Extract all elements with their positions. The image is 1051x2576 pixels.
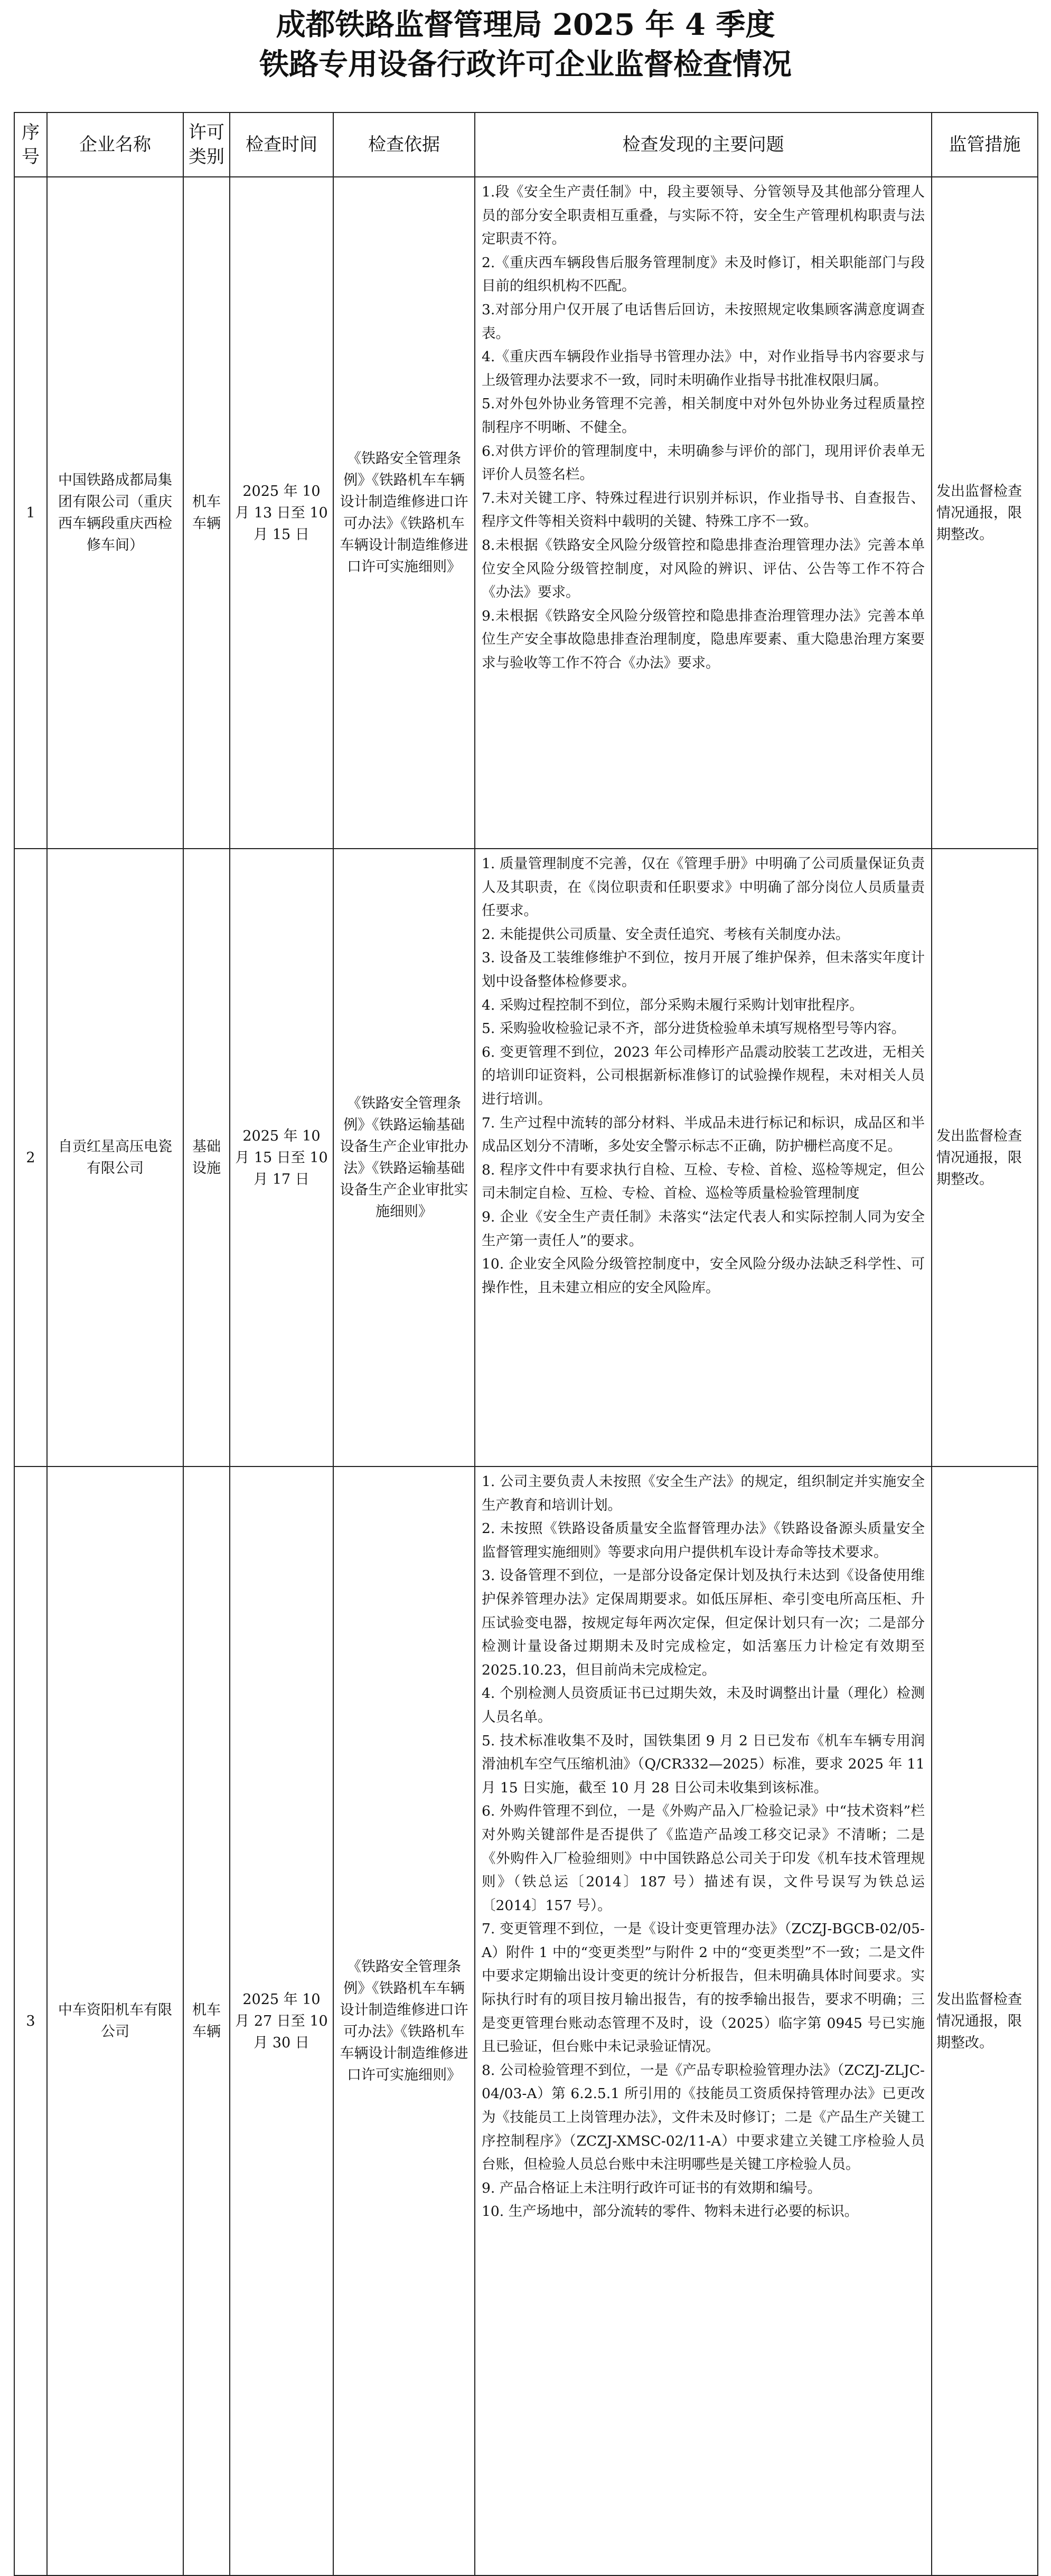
document-title-line1: 成都铁路监督管理局 2025 年 4 季度	[276, 7, 775, 42]
problem-item: 1. 公司主要负责人未按照《安全生产法》的规定，组织制定并实施安全生产教育和培训计划。	[482, 1473, 925, 1513]
row-problems	[475, 1466, 932, 2575]
table-row	[14, 849, 1038, 1466]
problem-item: 5.对外包外协业务管理不完善，相关制度中对外包外协业务过程质量控制程序不明晰、不健全。	[482, 396, 925, 436]
row-no: 2	[14, 849, 47, 1466]
problem-item: 4. 个别检测人员资质证书已过期失效，未及时调整出计量（理化）检测人员名单。	[482, 1685, 925, 1725]
problem-item: 7.未对关键工序、特殊过程进行识别并标识，作业指导书、自查报告、程序文件等相关资料中载明的关键、特殊工序不一致。	[482, 490, 925, 530]
problem-item: 10. 生产场地中，部分流转的零件、物料未进行必要的标识。	[482, 2203, 859, 2220]
row-measures: 发出监督检查情况通报，限期整改。	[932, 177, 1038, 849]
row-company: 中车资阳机车有限公司	[47, 1466, 183, 2575]
row-measures: 发出监督检查情况通报，限期整改。	[932, 1466, 1038, 2575]
problem-item: 2. 未按照《铁路设备质量安全监督管理办法》《铁路设备源头质量安全监督管理实施细则》等要求向用户提供机车设计寿命等技术要求。	[482, 1520, 925, 1560]
problem-item: 10. 企业安全风险分级管控制度中，安全风险分级办法缺乏科学性、可操作性，且未建立相应的安全风险库。	[482, 1256, 925, 1296]
row-no: 3	[14, 1466, 47, 2575]
problem-item: 9. 产品合格证上未注明行政许可证书的有效期和编号。	[482, 2179, 822, 2196]
header-time: 检查时间	[230, 112, 333, 177]
problem-item: 9.未根据《铁路安全风险分级管控和隐患排查治理管理办法》完善本单位生产安全事故隐患排查治理制度，隐患库要素、重大隐患治理方案要求与验收等工作不符合《办法》要求。	[482, 607, 925, 671]
row-time: 2025 年 10 月 13 日至 10 月 15 日	[230, 177, 333, 849]
problem-item: 8. 程序文件中有要求执行自检、互检、专检、首检、巡检等规定，但公司未制定自检、互检、专检、首检、巡检等质量检验管理制度	[482, 1161, 925, 1202]
row-company: 自贡红星高压电瓷有限公司	[47, 849, 183, 1466]
problem-item: 7. 生产过程中流转的部分材料、半成品未进行标记和标识，成品区和半成品区划分不清晰，多处安全警示标志不正确，防护栅栏高度不足。	[482, 1114, 925, 1155]
problem-item: 5. 技术标准收集不及时，国铁集团 9 月 2 日已发布《机车车辆专用润滑油机车空气压缩机油》（Q/CR332—2025）标准，要求 2025 年 11 月 15 日实施，截至 10 月 28 日公司未收集到该标准。	[482, 1732, 925, 1796]
row-time: 2025 年 10 月 27 日至 10 月 30 日	[230, 1466, 333, 2575]
problem-item: 5. 采购验收检验记录不齐，部分进货检验单未填写规格型号等内容。	[482, 1020, 906, 1037]
problem-item: 8.未根据《铁路安全风险分级管控和隐患排查治理管理办法》完善本单位安全风险分级管控制度，对风险的辨识、评估、公告等工作不符合《办法》要求。	[482, 537, 925, 601]
problem-item: 2.《重庆西车辆段售后服务管理制度》未及时修订，相关职能部门与段目前的组织机构不匹配。	[482, 254, 925, 295]
table-row	[14, 177, 1038, 849]
problem-item: 7. 变更管理不到位，一是《设计变更管理办法》（ZCZJ-BGCB-02/05-A）附件 1 中的“变更类型”与附件 2 中的“变更类型”不一致；二是文件中要求定期输出设计变更的统计分析报告，但未明确具体时间要求。实际执行时有的项目按月输出报告，有的按季输出报告，要求不明确；三是变更管理台账动态管理不及时，设（2025）临字第 0945 号已实施且已验证，但台账中未记录验证情况。	[482, 1921, 925, 2055]
problem-item: 4. 采购过程控制不到位，部分采购未履行采购计划审批程序。	[482, 996, 864, 1013]
header-license: 许可类别	[183, 112, 230, 177]
problem-item: 3. 设备及工装维修维护不到位，按月开展了维护保养，但未落实年度计划中设备整体检修要求。	[482, 949, 925, 990]
row-company: 中国铁路成都局集团有限公司（重庆西车辆段重庆西检修车间）	[47, 177, 183, 849]
problem-item: 6. 外购件管理不到位，一是《外购产品入厂检验记录》中“技术资料”栏对外购关键部件是否提供了《监造产品竣工移交记录》不清晰；二是《外购件入厂检验细则》中中国铁路总公司关于印发《机车技术管理规则》（铁总运〔2014〕187 号）描述有误，文件号误写为铁总运〔2014〕157 号）。	[482, 1803, 925, 1914]
header-company: 企业名称	[47, 112, 183, 177]
table-row	[14, 1466, 1038, 2575]
problem-item: 6. 变更管理不到位，2023 年公司棒形产品震动胶装工艺改进，无相关的培训印证资料，公司根据新标准修订的试验操作规程，未对相关人员进行培训。	[482, 1043, 925, 1107]
problem-item: 1. 质量管理制度不完善，仅在《管理手册》中明确了公司质量保证负责人及其职责，在《岗位职责和任职要求》中明确了部分岗位人员质量责任要求。	[482, 855, 925, 919]
problem-item: 3. 设备管理不到位，一是部分设备定保计划及执行未达到《设备使用维护保养管理办法》定保周期要求。如低压屏柜、牵引变电所高压柜、升压试验变电器，按规定每年两次定保，但定保计划只有一次；二是部分检测计量设备过期期未及时完成检定，如活塞压力计检定有效期至 2025.10.23，但目前尚未完成检定。	[482, 1567, 925, 1678]
row-license: 机车车辆	[183, 1466, 230, 2575]
table-header-row	[14, 112, 1038, 177]
row-basis: 《铁路安全管理条例》《铁路机车车辆设计制造维修进口许可办法》《铁路机车车辆设计制造维修进口许可实施细则》	[333, 1466, 475, 2575]
header-basis: 检查依据	[333, 112, 475, 177]
row-problems	[475, 177, 932, 849]
problem-item: 3.对部分用户仅开展了电话售后回访，未按照规定收集顾客满意度调查表。	[482, 301, 925, 342]
row-time: 2025 年 10 月 15 日至 10 月 17 日	[230, 849, 333, 1466]
document-title-line2: 铁路专用设备行政许可企业监督检查情况	[259, 47, 792, 82]
row-license: 基础设施	[183, 849, 230, 1466]
header-measures: 监管措施	[932, 112, 1038, 177]
header-problems: 检查发现的主要问题	[475, 112, 932, 177]
problem-item: 4.《重庆西车辆段作业指导书管理办法》中，对作业指导书内容要求与上级管理办法要求不一致，同时未明确作业指导书批准权限归属。	[482, 349, 925, 389]
row-problems	[475, 849, 932, 1466]
row-no: 1	[14, 177, 47, 849]
problem-item: 8. 公司检验管理不到位，一是《产品专职检验管理办法》（ZCZJ-ZLJC-04/03-A）第 6.2.5.1 所引用的《技能员工资质保持管理办法》已更改为《技能员工上岗管理办法》，文件未及时修订；二是《产品生产关键工序控制程序》（ZCZJ-XMSC-02/11-A）中要求建立关键工序检验人员台账，但检验人员总台账中未注明哪些是关键工序检验人员。	[482, 2062, 925, 2173]
problem-item: 6.对供方评价的管理制度中，未明确参与评价的部门，现用评价表单无评价人员签名栏。	[482, 443, 925, 483]
row-basis: 《铁路安全管理条例》《铁路机车车辆设计制造维修进口许可办法》《铁路机车车辆设计制造维修进口许可实施细则》	[333, 177, 475, 849]
inspection-table	[14, 112, 1038, 2576]
header-no: 序号	[14, 112, 47, 177]
row-measures: 发出监督检查情况通报，限期整改。	[932, 849, 1038, 1466]
problem-item: 1.段《安全生产责任制》中，段主要领导、分管领导及其他部分管理人员的部分安全职责相互重叠，与实际不符，安全生产管理机构职责与法定职责不符。	[482, 184, 925, 248]
problem-item: 9. 企业《安全生产责任制》未落实“法定代表人和实际控制人同为安全生产第一责任人”的要求。	[482, 1208, 925, 1249]
problem-item: 2. 未能提供公司质量、安全责任追究、考核有关制度办法。	[482, 926, 850, 943]
row-license: 机车车辆	[183, 177, 230, 849]
row-basis: 《铁路安全管理条例》《铁路运输基础设备生产企业审批办法》《铁路运输基础设备生产企业审批实施细则》	[333, 849, 475, 1466]
